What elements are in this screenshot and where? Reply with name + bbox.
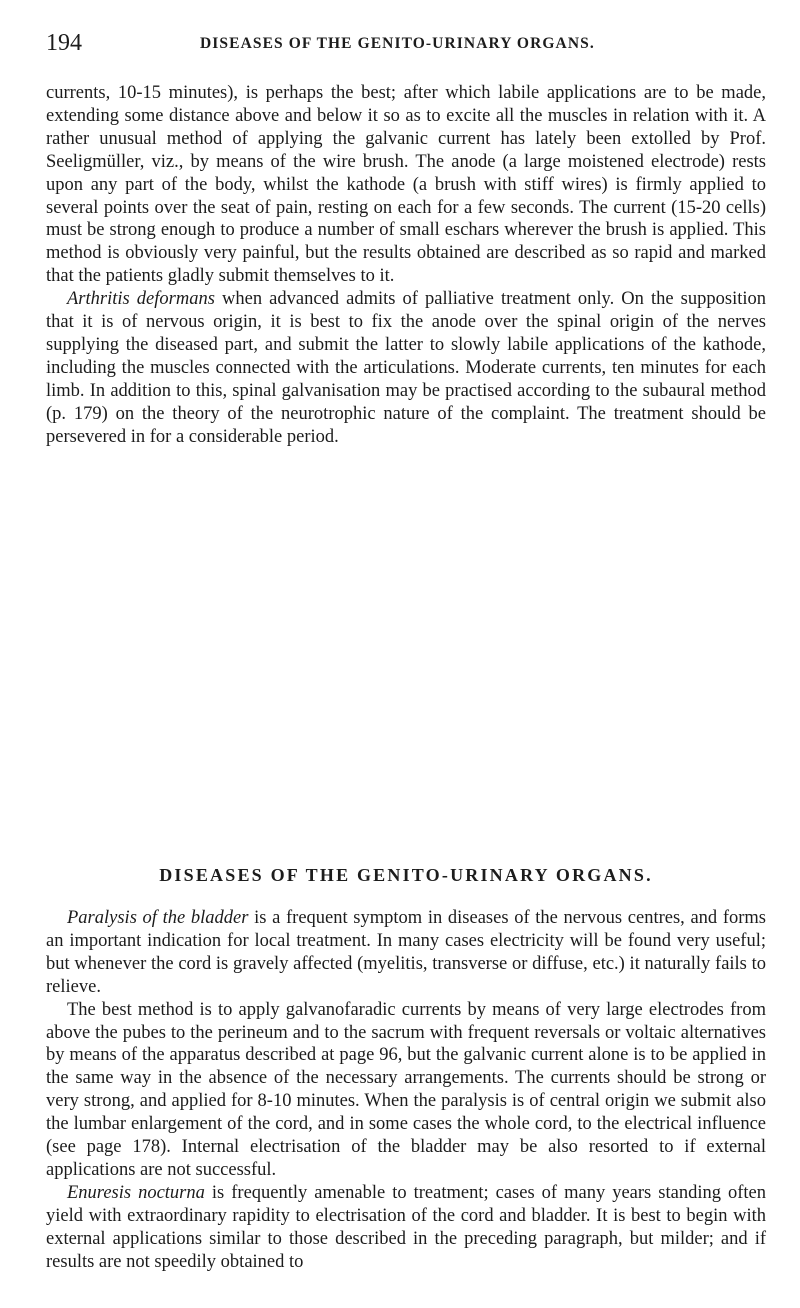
term-enuresis-nocturna: Enuresis nocturna <box>67 1182 205 1203</box>
paragraph-continued: currents, 10-15 minutes), is perhaps the best; after which labile applications are to be made, extending some distance above and below it so as to excite all the muscles in relation with it. A rather unusual method of applying the galvanic current has lately been extolled by Prof. Seeligmüller, viz., by means of the wire brush. The anode (a large moistened electrode) rests upon any part of the body, whilst the kathode (a brush with stiff wires) is firmly applied to several points over the seat of pain, resting on each for a few seconds. The current (15-20 cells) must be strong enough to produce a number of small eschars wherever the brush is applied. This method is obviously very painful, but the results obtained are described as so rapid and marked that the patients gladly submit themselves to it. <box>46 83 766 287</box>
section-text-block <box>46 907 766 1274</box>
continued-text-block <box>46 82 766 449</box>
term-paralysis-of-the-bladder: Paralysis of the bladder <box>67 908 249 928</box>
running-title: DISEASES OF THE GENITO-URINARY ORGANS. <box>200 35 595 52</box>
paragraph-paralysis-bladder <box>46 907 766 999</box>
paragraph-arthritis-text: when advanced admits of palliative treatment only. On the supposition that it is of nervous origin, it is best to fix the anode over the spinal origin of the nerves supplying the diseased part, and submit the latter to slowly labile applications of the kathode, including the muscles connected with the articulations. Moderate currents, ten minutes for each limb. In addition to this, spinal galvanisation may be practised according to the subaural method (p. 179) on the theory of the neurotrophic nature of the complaint. The treatment should be persevered in for a considerable period. <box>46 289 767 447</box>
paragraph-enuresis-text: is frequently amenable to treatment; cases of many years standing often yield with extraordinary rapidity to electrisation of the cord and bladder. It is best to begin with external applications similar to those described in the preceding paragraph, but milder; and if results are not speedily obtained to <box>46 1182 766 1272</box>
paragraph-enuresis <box>46 1182 766 1274</box>
page-number: 194 <box>46 30 82 56</box>
term-arthritis-deformans: Arthritis deformans <box>67 289 215 310</box>
paragraph-best-method: The best method is to apply galvanofaradic currents by means of very large electrodes from above the pubes to the perineum and to the sacrum with frequent reversals or voltaic alternatives by means of the apparatus described at page 96, but the galvanic current alone is to be applied in the same way in the absence of the necessary arrangements. The currents should be strong or very strong, and applied for 8-10 minutes. When the paralysis is of central origin we submit also the lumbar enlargement of the cord, and in some cases the whole cord, to the electrical influence (see page 178). Internal electrisation of the bladder may be also resorted to if external applications are not successful. <box>46 999 766 1180</box>
section-heading: DISEASES OF THE GENITO-URINARY ORGANS. <box>159 864 653 885</box>
paragraph-arthritis <box>46 288 766 448</box>
running-head <box>46 28 766 58</box>
paragraph-paralysis-bladder-text: is a frequent symptom in diseases of the nervous centres, and forms an important indication for local treatment. In many cases electricity will be found very useful; but whenever the cord is gravely affected (myelitis, transverse or diffuse, etc.) it naturally fails to relieve. <box>46 908 767 997</box>
